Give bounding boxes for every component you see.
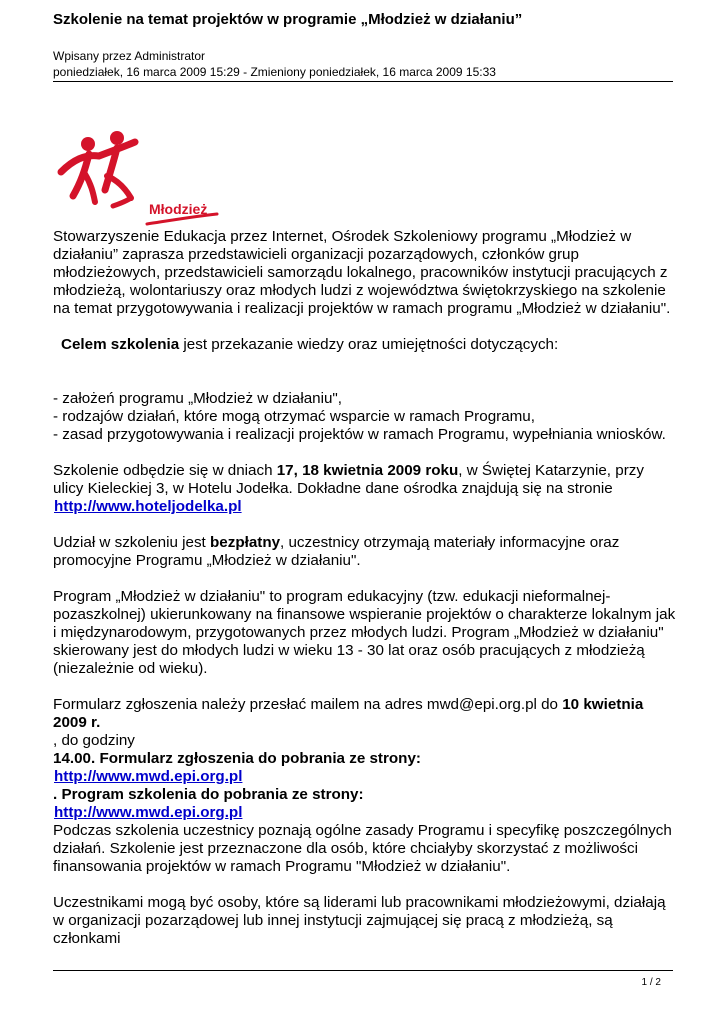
mlodziez-figures-icon <box>55 130 225 226</box>
article-meta <box>53 48 673 80</box>
program-download-line: . Program szkolenia do pobrania ze strony: <box>53 786 364 803</box>
form-download-line: 14.00. Formularz zgłoszenia do pobrania ze strony: <box>53 750 421 767</box>
goal-paragraph <box>53 336 678 354</box>
goal-bold: Celem szkolenia <box>61 336 180 353</box>
document-header <box>53 10 673 80</box>
svg-text:Młodzież: Młodzież <box>149 201 208 217</box>
form-time: , do godziny <box>53 732 135 749</box>
list-item: - założeń programu „Młodzież w działaniu", <box>53 390 343 407</box>
article-body <box>53 228 678 948</box>
form-paragraph: Formularz zgłoszenia należy przesłać mailem na adres mwd@epi.org.pl do 10 kwietnia 2009 r. <box>53 696 644 731</box>
list-item: - rodzajów działań, które mogą otrzymać wsparcie w ramach Programu, <box>53 408 535 425</box>
dates-bold: 17, 18 kwietnia 2009 roku <box>276 462 459 479</box>
form-link[interactable]: http://www.mwd.epi.org.pl <box>54 768 243 785</box>
date-line: poniedziałek, 16 marca 2009 15:29 - Zmieniony poniedziałek, 16 marca 2009 15:33 <box>53 65 496 79</box>
header-divider <box>53 81 673 82</box>
free-bold: bezpłatny <box>210 534 281 551</box>
intro-paragraph: Stowarzyszenie Edukacja przez Internet, Ośrodek Szkoleniowy programu „Młodzież w działaniu” zaprasza przedstawicieli organizacji pozarządowych, członków grup młodzieżowych, przedstawicieli samorządu lokalnego, pracowników instytucji pracujących z młodzieżą, wolontariuszy oraz młodych ludzi z województwa świętokrzyskiego na szkolenie na temat przygotowywania i realizacji projektów w ramach programu „Młodzież w działaniu". <box>53 228 671 317</box>
page-title: Szkolenie na temat projektów w programie „Młodzież w działaniu” <box>53 11 523 28</box>
author-line: Wpisany przez Administrator <box>53 49 206 63</box>
dates-paragraph: Szkolenie odbędzie się w dniach 17, 18 kwietnia 2009 roku, w Świętej Katarzynie, przy ulicy Kieleckiej 3, w Hotelu Jodełka. Dokładne dane ośrodka znajdują się na stronie <box>53 462 644 497</box>
during-paragraph: Podczas szkolenia uczestnicy poznają ogólne zasady Programu i specyfikę poszczególnych działań. Szkolenie jest przeznaczone dla osób, które chciałyby skorzystać z możliwości finansowania projektów w ramach Programu "Młodzież w działaniu". <box>53 822 672 875</box>
participants-paragraph: Uczestnikami mogą być osoby, które są liderami lub pracownikami młodzieżowymi, działają w organizacji pozarządowej lub innej instytucji zajmującej się pracą z młodzieżą, są członkami <box>53 894 666 947</box>
page-number: 1 / 2 <box>641 977 661 988</box>
program-paragraph: Program „Młodzież w działaniu" to program edukacyjny (tzw. edukacji nieformalnej-pozaszkolnej) ukierunkowany na finansowe wspieranie projektów o charakterze lokalnym jak i międzynarodowym, przygotowanych przez młodych ludzi. Program „Młodzież w działaniu" skierowany jest do młodych ludzi w wieku 13 - 30 lat oraz osób pracujących z młodzieżą (niezależnie od wieku). <box>53 588 676 677</box>
form-deadline: 10 kwietnia 2009 r. <box>53 696 644 731</box>
list-item: - zasad przygotowywania i realizacji projektów w ramach Programu, wypełniania wniosków. <box>53 426 666 443</box>
footer-divider <box>53 970 673 971</box>
goal-rest: jest przekazanie wiedzy oraz umiejętności dotyczących: <box>179 336 559 353</box>
free-paragraph: Udział w szkoleniu jest bezpłatny, uczestnicy otrzymają materiały informacyjne oraz promocyjne Programu „Młodzież w działaniu". <box>53 534 620 569</box>
program-link[interactable]: http://www.mwd.epi.org.pl <box>54 804 243 821</box>
mlodziez-logo <box>55 130 225 226</box>
hotel-link[interactable]: http://www.hoteljodelka.pl <box>54 498 242 515</box>
